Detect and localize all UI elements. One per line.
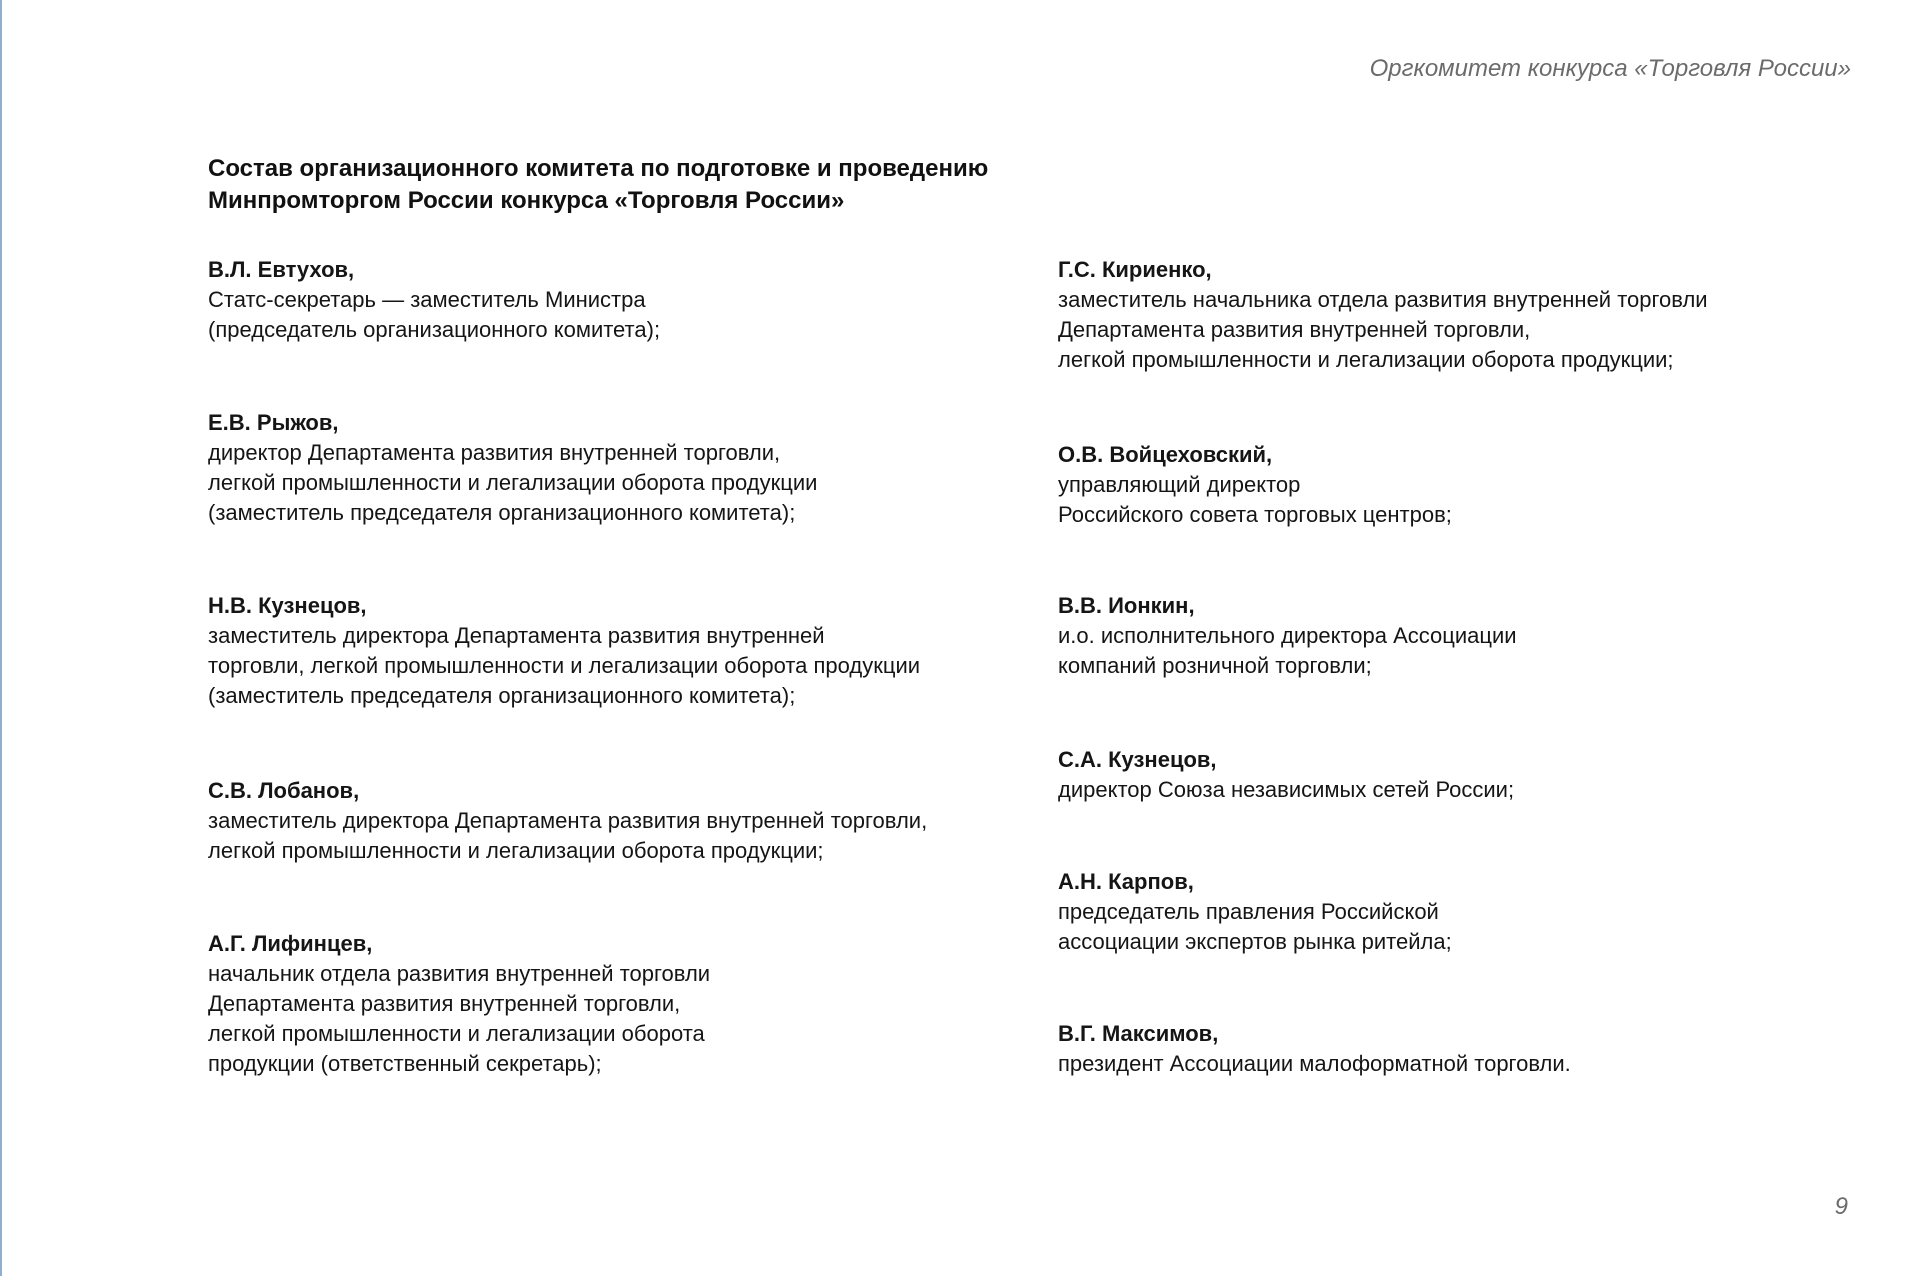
member-role-line: директор Департамента развития внутренней торговли, [208, 440, 781, 465]
committee-member [1058, 440, 1452, 530]
page-left-border [0, 0, 2, 1276]
member-role-line: заместитель директора Департамента развития внутренней [208, 623, 825, 648]
member-role-line: начальник отдела развития внутренней торговли [208, 961, 711, 986]
committee-member [208, 929, 710, 1079]
member-role-line: ассоциации экспертов рынка ритейла; [1058, 929, 1452, 954]
member-role-line: президент Ассоциации малоформатной торговли. [1058, 1051, 1571, 1076]
member-name: Г.С. Кириенко, [1058, 257, 1212, 282]
member-name: С.А. Кузнецов, [1058, 747, 1217, 772]
member-role-line: компаний розничной торговли; [1058, 653, 1372, 678]
member-role-line: легкой промышленности и легализации оборота продукции; [208, 838, 824, 863]
committee-member [1058, 255, 1708, 375]
member-role-line: заместитель директора Департамента развития внутренней торговли, [208, 808, 928, 833]
member-role-line: заместитель начальника отдела развития внутренней торговли [1058, 287, 1708, 312]
member-name: В.Л. Евтухов, [208, 257, 355, 282]
member-role-line: Департамента развития внутренней торговли, [1058, 317, 1531, 342]
committee-member [1058, 745, 1514, 805]
member-name: С.В. Лобанов, [208, 778, 360, 803]
member-role-line: (заместитель председателя организационного комитета); [208, 500, 796, 525]
title-line: Состав организационного комитета по подготовке и проведению [208, 155, 989, 182]
committee-member [208, 255, 660, 345]
member-role-line: легкой промышленности и легализации оборота продукции; [1058, 347, 1674, 372]
member-name: В.В. Ионкин, [1058, 593, 1195, 618]
member-role-line: Статс-секретарь — заместитель Министра [208, 287, 646, 312]
member-name: Е.В. Рыжов, [208, 410, 339, 435]
member-role-line: торговли, легкой промышленности и легализации оборота продукции [208, 653, 921, 678]
member-role-line: (заместитель председателя организационного комитета); [208, 683, 796, 708]
member-role-line: Российского совета торговых центров; [1058, 502, 1452, 527]
member-role-line: продукции (ответственный секретарь); [208, 1051, 602, 1076]
committee-member [208, 591, 920, 711]
member-name: О.В. Войцеховский, [1058, 442, 1273, 467]
member-role-line: директор Союза независимых сетей России; [1058, 777, 1515, 802]
committee-member [1058, 867, 1452, 957]
member-name: В.Г. Максимов, [1058, 1021, 1219, 1046]
member-role-line: председатель правления Российской [1058, 899, 1439, 924]
running-header: Оргкомитет конкурса «Торговля России» [1369, 55, 1851, 82]
committee-member [1058, 591, 1517, 681]
member-name: Н.В. Кузнецов, [208, 593, 367, 618]
member-role-line: управляющий директор [1058, 472, 1301, 497]
document-title [208, 153, 1108, 217]
member-role-line: (председатель организационного комитета); [208, 317, 661, 342]
member-role-line: легкой промышленности и легализации оборота [208, 1021, 705, 1046]
member-name: А.Н. Карпов, [1058, 869, 1194, 894]
member-role-line: Департамента развития внутренней торговли, [208, 991, 681, 1016]
member-role-line: и.о. исполнительного директора Ассоциации [1058, 623, 1517, 648]
member-role-line: легкой промышленности и легализации оборота продукции [208, 470, 818, 495]
member-name: А.Г. Лифинцев, [208, 931, 373, 956]
committee-member [208, 408, 817, 528]
page-number: 9 [1834, 1193, 1848, 1220]
committee-member [208, 776, 927, 866]
committee-member [1058, 1019, 1571, 1079]
title-line: Минпромторгом России конкурса «Торговля России» [208, 187, 845, 214]
